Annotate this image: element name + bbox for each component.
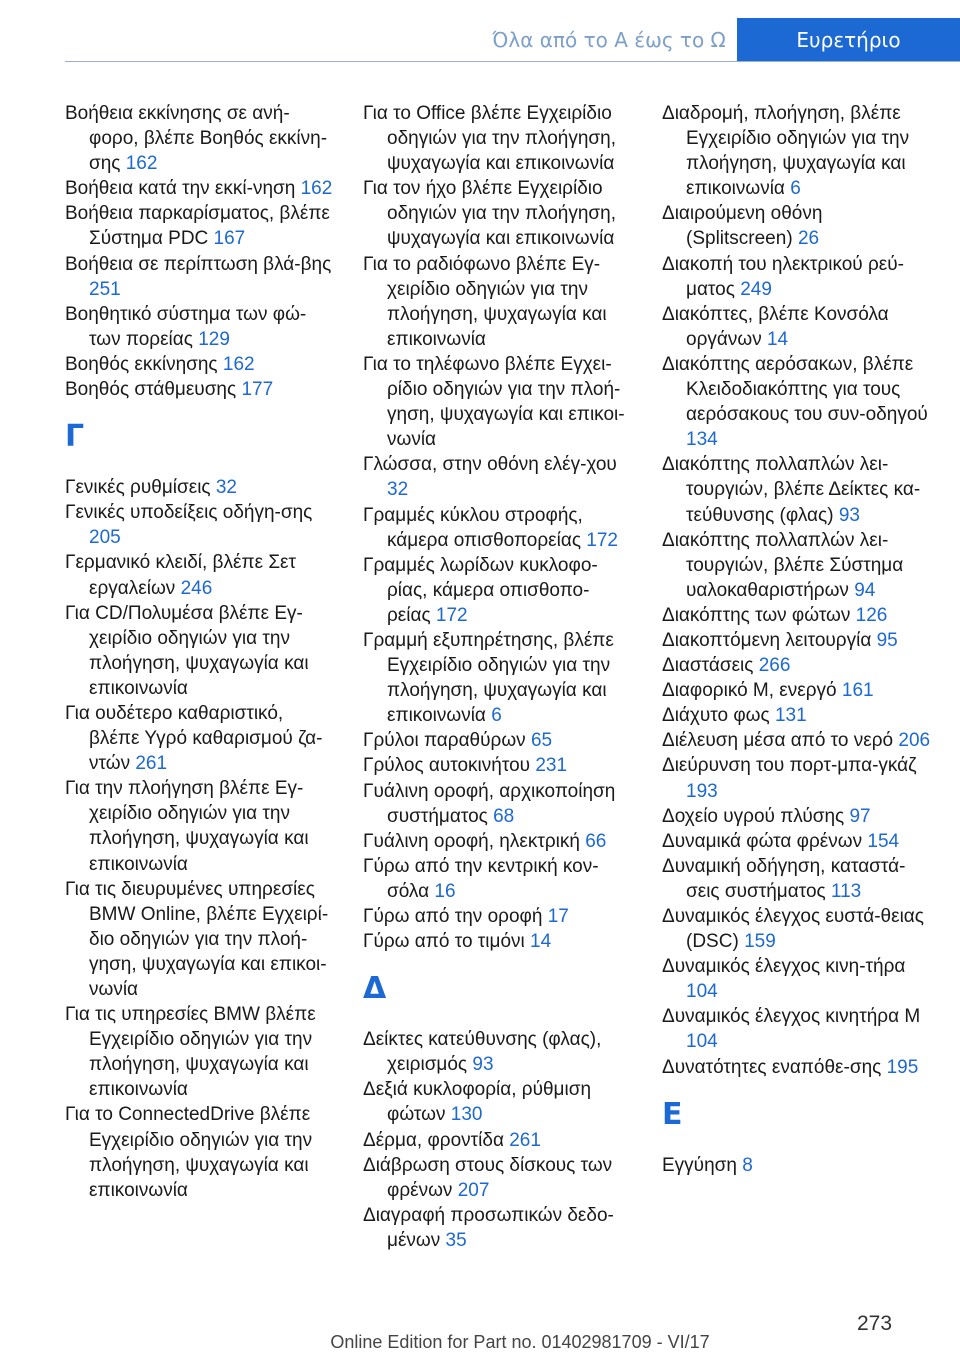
index-tab[interactable]: Ευρετήριο — [737, 18, 960, 62]
page-reference-link[interactable]: 93 — [472, 1054, 494, 1076]
page-reference-link[interactable]: 154 — [867, 830, 900, 852]
index-term: Διακόπτης των φώτων — [662, 604, 851, 626]
index-term: Βοήθεια κατά την εκκί-νηση — [65, 178, 296, 200]
index-term: Για ουδέτερο καθαριστικό, βλέπε Υγρό καθαρισμού ζα-ντών — [65, 702, 323, 775]
index-term: Γυάλινη οροφή, ηλεκτρική — [363, 830, 580, 852]
index-entry — [662, 1004, 932, 1054]
index-entry — [363, 1027, 633, 1077]
index-column-2 — [363, 101, 633, 1253]
page-reference-link[interactable]: 14 — [766, 328, 789, 350]
index-entry — [65, 877, 335, 1002]
index-entry — [363, 728, 633, 753]
index-term: Διακόπτης αερόσακων, βλέπε Κλειδοδιακόπτης για τους αερόσακους του συν-οδηγού — [662, 353, 928, 426]
index-entry — [363, 503, 633, 553]
index-entry — [65, 701, 335, 776]
index-entry — [65, 500, 335, 550]
index-term: Για το τηλέφωνο βλέπε Εγχει-ρίδιο οδηγιών για την πλοή-γηση, ψυχαγωγία και επικοι-νωνία — [363, 353, 625, 451]
footer-edition — [0, 1332, 960, 1353]
index-term: Γλώσσα, στην οθόνη ελέγ-χου — [363, 454, 617, 476]
index-term: Δυναμικός έλεγχος κινη-τήρα — [662, 956, 906, 978]
index-entry — [363, 628, 633, 728]
index-entry — [65, 1002, 335, 1102]
index-entry — [363, 1153, 633, 1203]
index-term: Γενικές ρυθμίσεις — [65, 477, 211, 499]
index-term: Δεξιά κυκλοφορία, ρύθμιση φώτων — [363, 1079, 592, 1126]
index-term: Δυναμικά φώτα φρένων — [662, 830, 863, 852]
index-entry — [65, 776, 335, 876]
page-reference-link[interactable]: 249 — [740, 278, 772, 300]
page-reference-link[interactable]: 193 — [686, 780, 718, 802]
section-title: Όλα από το A έως το Ω — [492, 28, 726, 52]
index-entry — [662, 1153, 932, 1178]
index-term: Διαφορικό M, ενεργό — [662, 680, 837, 702]
page-number: 273 — [857, 1312, 893, 1335]
index-entry — [363, 829, 633, 854]
page-reference-link[interactable]: 261 — [135, 753, 168, 775]
page-reference-link[interactable]: 8 — [742, 1154, 753, 1176]
page-reference-link[interactable]: 66 — [585, 830, 607, 852]
index-term: Για τις υπηρεσίες BMW βλέπε Εγχειρίδιο οδηγιών για την πλοήγηση, ψυχαγωγία και επικοινωνία — [65, 1004, 316, 1101]
index-entry — [662, 703, 932, 728]
index-term: Για τον ήχο βλέπε Εγχειρίδιο οδηγιών για την πλοήγηση, ψυχαγωγία και επικοινωνία — [363, 178, 616, 250]
page-reference-link[interactable]: 94 — [854, 579, 876, 601]
page-reference-link[interactable]: 6 — [790, 178, 801, 200]
index-term: Γυάλινη οροφή, αρχικοποίηση συστήματος — [363, 780, 616, 827]
index-term: Γενικές υποδείξεις οδήγη-σης — [65, 502, 313, 524]
index-entry — [65, 252, 335, 302]
page-reference-link[interactable]: 32 — [387, 479, 409, 501]
index-term: Διεύρυνση του πορτ-μπα-γκάζ — [662, 755, 917, 777]
index-term: Γραμμές λωρίδων κυκλοφο-ρίας, κάμερα οπισθοπο-ρείας — [363, 554, 598, 626]
index-term: Γύρω από την οροφή — [363, 906, 543, 927]
page-reference-link[interactable]: 246 — [180, 577, 213, 599]
index-term: Γρύλος αυτοκινήτου — [363, 755, 531, 777]
index-entry — [662, 653, 932, 678]
index-term: Δείκτες κατεύθυνσης (φλας), χειρισμός — [363, 1029, 602, 1076]
page-reference-link[interactable]: 172 — [435, 604, 468, 626]
index-entry — [65, 352, 335, 377]
index-entry — [363, 753, 633, 778]
index-term: Βοηθητικό σύστημα των φώ-των πορείας — [65, 303, 307, 350]
index-entry — [662, 678, 932, 703]
index-term: Δυναμικός έλεγχος ευστά-θειας (DSC) — [662, 906, 924, 953]
index-entry — [662, 101, 932, 201]
index-entry — [65, 377, 335, 402]
index-entry — [363, 452, 633, 502]
page-reference-link[interactable]: 231 — [535, 755, 568, 777]
index-entry — [662, 904, 932, 954]
page-reference-link[interactable]: 172 — [586, 529, 618, 551]
index-column-1 — [65, 101, 335, 1203]
index-entry — [363, 1128, 633, 1153]
page-reference-link[interactable]: 126 — [855, 604, 888, 626]
page-reference-link[interactable]: 14 — [530, 931, 552, 953]
footer-text: Online Edition for Part no. 01402981709 - VI/17 — [330, 1332, 710, 1352]
page-reference-link[interactable]: 159 — [744, 931, 776, 953]
index-term: Βοήθεια παρκαρίσματος, βλέπε Σύστημα PDC — [65, 203, 330, 250]
index-entry — [662, 628, 932, 653]
index-entry — [662, 728, 932, 753]
index-entry — [363, 1077, 633, 1127]
page-reference-link[interactable]: 206 — [898, 730, 931, 752]
index-entry — [363, 252, 633, 352]
index-term: Βοηθός εκκίνησης — [65, 353, 218, 375]
index-term: Διακοπτόμενη λειτουργία — [662, 629, 872, 651]
index-term: Για το ραδιόφωνο βλέπε Εγ-χειρίδιο οδηγιών για την πλοήγηση, ψυχαγωγία και επικοινωνία — [363, 253, 607, 350]
index-letter-heading: Ε — [662, 1096, 683, 1132]
page-reference-link[interactable]: 161 — [841, 680, 874, 702]
page-reference-link[interactable]: 251 — [89, 278, 121, 300]
index-entry — [363, 904, 633, 929]
index-entry — [662, 201, 932, 251]
index-term: Διακόπτες, βλέπε Κονσόλα οργάνων — [662, 303, 889, 350]
index-entry — [363, 779, 633, 829]
page-reference-link[interactable]: 131 — [774, 705, 807, 727]
page-reference-link[interactable]: 113 — [830, 880, 862, 902]
index-entry — [662, 753, 932, 803]
index-term: Βοήθεια σε περίπτωση βλά-βης — [65, 253, 332, 275]
index-entry — [662, 452, 932, 527]
index-letter-heading: Δ — [363, 971, 387, 1007]
index-entry — [363, 929, 633, 954]
index-term: Διάβρωση στους δίσκους των φρένων — [363, 1154, 613, 1201]
page-reference-link[interactable]: 167 — [213, 228, 246, 250]
page-reference-link[interactable]: 93 — [838, 504, 860, 526]
index-entry — [662, 528, 932, 603]
page-reference-link[interactable]: 162 — [300, 178, 333, 200]
index-term: Διακόπτης πολλαπλών λει-τουργιών, βλέπε Σύστημα υαλοκαθαριστήρων — [662, 529, 904, 601]
index-entry — [65, 101, 335, 176]
index-entry — [65, 201, 335, 251]
page-reference-link[interactable]: 134 — [686, 429, 718, 451]
index-entry — [363, 1203, 633, 1253]
page-reference-link[interactable]: 6 — [491, 705, 502, 727]
index-entry — [363, 854, 633, 904]
page-reference-link[interactable]: 26 — [797, 228, 820, 250]
index-entry — [662, 302, 932, 352]
index-term: Βοήθεια εκκίνησης σε ανή-φορο, βλέπε Βοηθός εκκίνη-σης — [65, 103, 328, 175]
index-term: Δέρμα, φροντίδα — [363, 1129, 504, 1151]
index-term: Γραμμές κύκλου στροφής, κάμερα οπισθοπορείας — [363, 504, 583, 551]
index-term: Για CD/Πολυμέσα βλέπε Εγ-χειρίδιο οδηγιών για την πλοήγηση, ψυχαγωγία και επικοινωνία — [65, 602, 309, 699]
index-term: Για το ConnectedDrive βλέπε Εγχειρίδιο οδηγιών για την πλοήγηση, ψυχαγωγία και επικοινωνία — [65, 1104, 313, 1201]
page-reference-link[interactable]: 104 — [686, 1031, 718, 1053]
index-term: Διακοπή του ηλεκτρικού ρεύ-ματος — [662, 253, 904, 300]
index-term: Διάχυτο φως — [662, 705, 770, 727]
index-term: Γερμανικό κλειδί, βλέπε Σετ εργαλείων — [65, 552, 297, 599]
page-reference-link[interactable]: 162 — [222, 353, 255, 375]
page-reference-link[interactable]: 130 — [450, 1104, 483, 1126]
index-term: Διαδρομή, πλοήγηση, βλέπε Εγχειρίδιο οδηγιών για την πλοήγηση, ψυχαγωγία και επικοινωνία — [662, 103, 910, 200]
index-entry — [662, 854, 932, 904]
page-reference-link[interactable]: 207 — [457, 1179, 490, 1201]
page-reference-link[interactable]: 97 — [849, 805, 871, 827]
index-entry — [363, 176, 633, 251]
index-term: Δυναμική οδήγηση, καταστά-σεις συστήματος — [662, 855, 906, 902]
index-term: Γρύλοι παραθύρων — [363, 730, 526, 752]
index-term: Για την πλοήγηση βλέπε Εγ-χειρίδιο οδηγιών για την πλοήγηση, ψυχαγωγία και επικοινωνία — [65, 778, 309, 875]
index-term: Γραμμή εξυπηρέτησης, βλέπε Εγχειρίδιο οδηγιών για την πλοήγηση, ψυχαγωγία και επικοινωνία — [363, 629, 614, 727]
index-entry — [662, 804, 932, 829]
page-reference-link[interactable]: 104 — [686, 981, 718, 1003]
index-term: Διακόπτης πολλαπλών λει-τουργιών, βλέπε Δείκτες κα-τεύθυνσης (φλας) — [662, 454, 921, 526]
page-reference-link[interactable]: 35 — [445, 1229, 467, 1251]
page-reference-link[interactable]: 266 — [758, 655, 791, 677]
index-entry — [363, 352, 633, 452]
index-term: Βοηθός στάθμευσης — [65, 379, 237, 401]
index-column-3 — [662, 101, 932, 1178]
index-entry — [65, 176, 335, 201]
index-entry — [65, 601, 335, 701]
index-entry — [65, 475, 335, 500]
index-term: Για τις διευρυμένες υπηρεσίες BMW Online, βλέπε Εγχειρί-διο οδηγιών για την πλοή-γηση, ψυχαγωγία και επικοι-νωνία — [65, 878, 329, 1000]
index-entry — [662, 954, 932, 1004]
index-entry — [662, 603, 932, 628]
index-term: Γύρω από την κεντρική κον-σόλα — [363, 855, 599, 902]
index-term: Εγγύηση — [662, 1154, 737, 1176]
page-reference-link[interactable]: 261 — [509, 1129, 541, 1151]
index-term: Δυνατότητες εναπόθε-σης — [662, 1056, 882, 1078]
page-reference-link[interactable]: 162 — [125, 153, 158, 175]
page-reference-link[interactable]: 195 — [886, 1056, 919, 1078]
page-reference-link[interactable]: 95 — [876, 629, 898, 651]
header-divider — [65, 61, 960, 62]
index-entry — [65, 550, 335, 600]
index-term: Δυναμικός έλεγχος κινητήρα M — [662, 1006, 921, 1028]
index-entry — [662, 1055, 932, 1080]
page-reference-link[interactable]: 16 — [434, 880, 456, 902]
page-reference-link[interactable]: 205 — [89, 527, 121, 549]
index-term: Διέλευση μέσα από το νερό — [662, 730, 894, 752]
index-entry — [65, 1102, 335, 1202]
page-reference-link[interactable]: 17 — [547, 906, 569, 927]
index-term: Γύρω από το τιμόνι — [363, 931, 525, 953]
index-entry — [662, 352, 932, 452]
index-term: Δοχείο υγρού πλύσης — [662, 805, 845, 827]
page-reference-link[interactable]: 129 — [198, 328, 230, 350]
page-reference-link[interactable]: 65 — [530, 730, 553, 752]
index-entry — [65, 302, 335, 352]
page-reference-link[interactable]: 32 — [215, 477, 237, 499]
index-term: Για το Office βλέπε Εγχειρίδιο οδηγιών για την πλοήγηση, ψυχαγωγία και επικοινωνία — [363, 103, 616, 175]
index-letter-heading: Γ — [65, 419, 85, 455]
index-entry — [363, 101, 633, 176]
page-reference-link[interactable]: 68 — [493, 805, 515, 827]
index-term: Διαγραφή προσωπικών δεδο-μένων — [363, 1204, 614, 1251]
index-entry — [662, 252, 932, 302]
index-entry — [363, 553, 633, 628]
index-term: Διαστάσεις — [662, 655, 754, 677]
page-reference-link[interactable]: 177 — [241, 379, 274, 401]
index-entry — [662, 829, 932, 854]
index-term: Διαιρούμενη οθόνη (Splitscreen) — [662, 203, 823, 250]
